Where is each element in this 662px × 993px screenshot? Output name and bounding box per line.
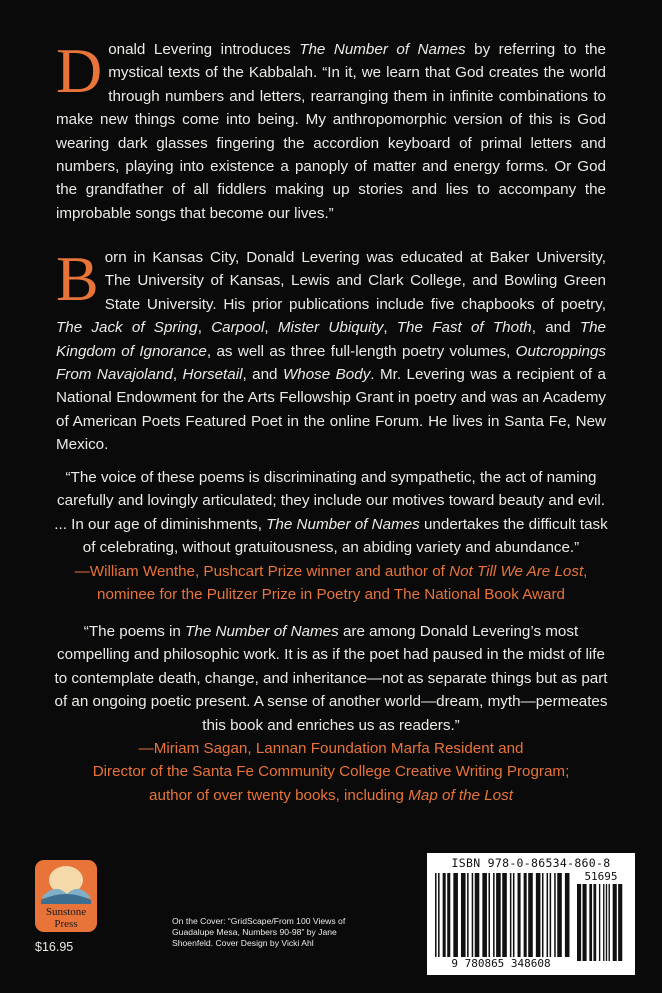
bio-paragraph — [56, 243, 606, 457]
book-title: The Number of Names — [185, 623, 339, 640]
bio-text: , as well as three full-length poetry volumes, — [206, 342, 516, 360]
intro-text: by referring to the mystical texts of the Kabbalah. “In it, we learn that God creates the world through numbers and letters, rearranging them in infinite combinations to make new things come into being. My anthropomorphic version of this is God wearing dark glasses fingering the accordion keyboard of primal letters and numbers, playing into existence a panoply of matter and energy forms. Or God the grandfather of all fiddlers making up stories and lies to accompany the improbable songs that become our lives.” — [56, 41, 607, 222]
logo-text-line2: Press — [54, 918, 78, 930]
book-title: Horsetail — [182, 366, 243, 384]
barcode-addon-number: 51695 — [584, 870, 618, 883]
blurb-sagan — [50, 620, 612, 807]
bio-text: orn in Kansas City, Donald Levering was educated at Baker University, The University of Kansas, Lewis and Clark College, and Bowling Green State University. His prior publications include five chapbooks of poetry, — [104, 249, 606, 313]
book-title: The Number of Names — [266, 515, 420, 533]
isbn-number: ISBN 978-0-86534-860-8 — [451, 856, 611, 870]
logo-text-line1: Sunstone — [45, 906, 87, 918]
blurb-attribution-line3 — [50, 784, 612, 807]
blurb-text-part: undertakes the difficult task of celebrating, without gratuitousness, an abiding variety and abundance.” — [82, 515, 608, 557]
separator: , and — [531, 319, 580, 337]
intro-text: onald Levering introduces — [108, 41, 300, 58]
book-title: Not Till We Are Lost — [449, 562, 584, 580]
blurb-attribution — [50, 560, 612, 583]
book-title: The Fast of Thoth — [396, 319, 532, 337]
barcode-bars — [435, 873, 571, 961]
book-title: The Jack of Spring — [56, 319, 198, 337]
barcode-ean-number: 9 780865 348608 — [431, 957, 571, 971]
blurb-attribution: —Miriam Sagan, Lannan Foundation Marfa Resident and — [138, 740, 524, 758]
book-title: Outcroppings From Navajoland — [56, 342, 606, 384]
blurb-text-part: are among Donald Levering’s most compelling and philosophic work. It is as if the poet had paused in the midst of life to contemplate death, change, and inheritance—not as separate things but as part of an ongoing poetic present. A sense of another world—dream, myth—permeates this book and enriches us as readers.” — [54, 623, 608, 734]
bio-text: . Mr. Levering was a recipient of a National Endowment for the Arts Fellowship Grant in poetry and was an Academy of American Poets Featured Poet in the online Forum. He lives in Santa Fe, New Mexico. — [56, 366, 606, 454]
separator: , — [264, 319, 278, 337]
separator: , — [197, 319, 212, 337]
blurb-wenthe — [50, 466, 612, 606]
attribution-text: —William Wenthe, Pushcart Prize winner and author of — [74, 562, 450, 580]
blurb-text — [50, 620, 612, 737]
blurb-text-part: “The voice of these poems is discriminating and sympathetic, the act of naming carefully and lovingly articulated; they include our motives toward beauty and evil. ... In our age of diminishments, — [54, 469, 605, 533]
attribution-text: , — [583, 562, 588, 580]
blurb-text — [50, 466, 612, 560]
book-title: The Number of Names — [299, 41, 466, 58]
blurb-attribution-line2: nominee for the Pulitzer Prize in Poetry and The National Book Award — [97, 586, 565, 604]
dropcap-letter: D — [56, 35, 103, 106]
book-title: Mister Ubiquity — [277, 319, 384, 337]
blurb-text-part: “The poems in — [83, 623, 186, 640]
publisher-logo — [35, 860, 97, 932]
book-title: The Kingdom of Ignorance — [56, 319, 606, 360]
book-title: Carpool — [211, 319, 265, 337]
separator: , — [383, 319, 397, 337]
barcode-addon-bars — [577, 884, 625, 961]
isbn-barcode — [427, 853, 635, 975]
price: $16.95 — [35, 940, 74, 954]
dropcap-letter: B — [56, 243, 99, 314]
cover-credit: On the Cover: “GridScape/From 100 Views of Guadalupe Mesa, Numbers 90-98” by Jane Shoenfeld. Cover Design by Vicki Ahl — [172, 916, 346, 948]
blurb-attribution-line2: Director of the Santa Fe Community College Creative Writing Program; — [92, 763, 570, 781]
intro-paragraph — [56, 35, 607, 225]
book-title: Whose Body — [282, 366, 371, 384]
separator: , and — [242, 366, 283, 384]
attribution-text: author of over twenty books, including — [149, 786, 409, 804]
separator: , — [172, 366, 183, 384]
book-title: Map of the Lost — [408, 786, 513, 804]
